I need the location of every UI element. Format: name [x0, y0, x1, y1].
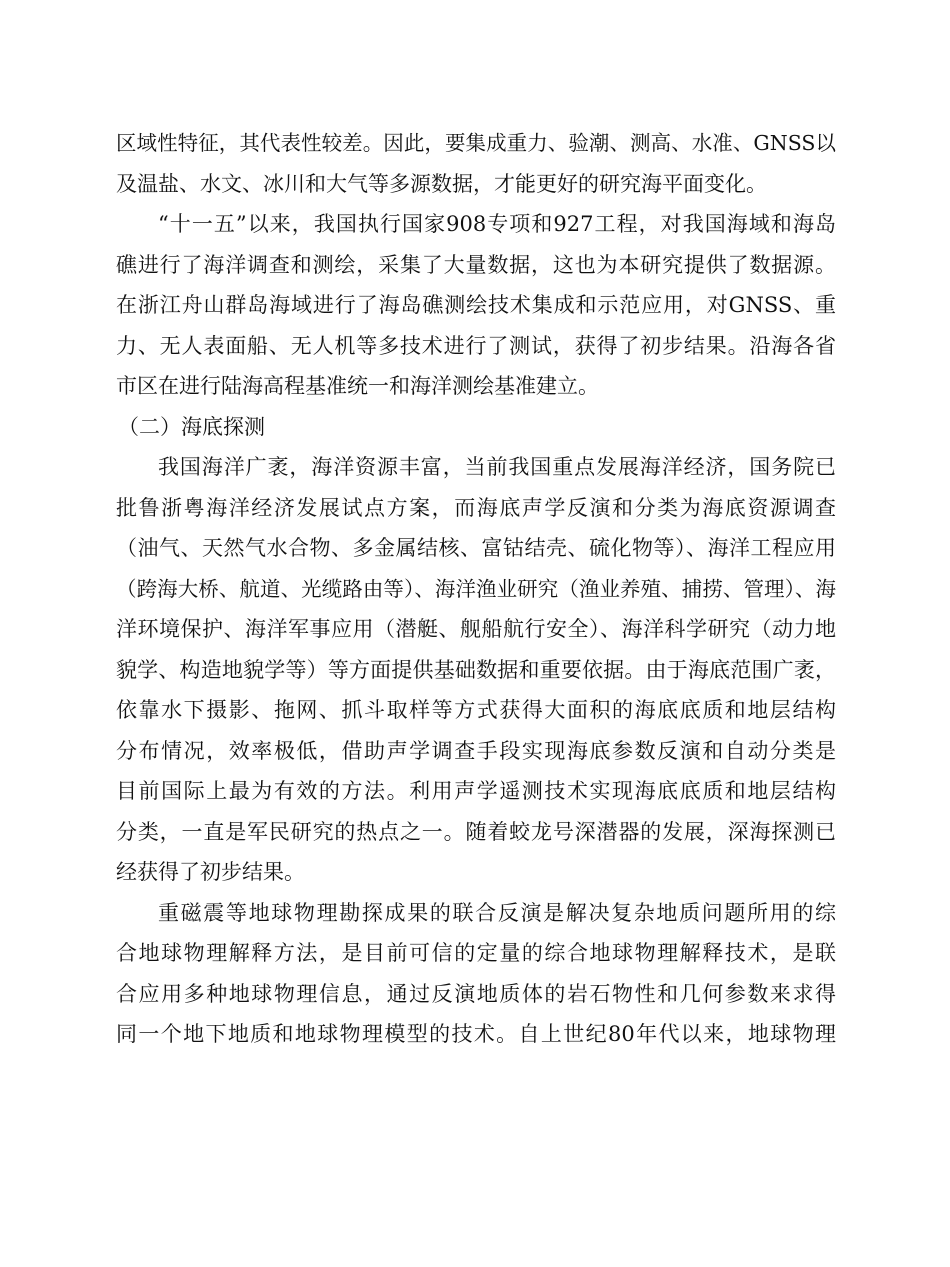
text-line: 貌学、构造地貌学等）等方面提供基础数据和重要依据。由于海底范围广袤， [116, 657, 836, 682]
text-line: 经获得了初步结果。 [116, 860, 305, 884]
text-line: 在浙江舟山群岛海域进行了海岛礁测绘技术集成和示范应用，对GNSS、重 [116, 293, 836, 317]
text-line: 力、无人表面船、无人机等多技术进行了测试，获得了初步结果。沿海各省 [116, 333, 836, 358]
text-line: 合地球物理解释方法，是目前可信的定量的综合地球物理解释技术，是联 [116, 941, 836, 965]
text-line: “十一五”以来，我国执行国家908专项和927工程，对我国海域和海岛 [158, 212, 836, 236]
text-line: 目前国际上最为有效的方法。利用声学遥测技术实现海底底质和地层结构 [116, 779, 836, 803]
text-line: 市区在进行陆海高程基准统一和海洋测绘基准建立。 [116, 374, 599, 398]
text-line: 同一个地下地质和地球物理模型的技术。自上世纪80年代以来，地球物理 [116, 1022, 836, 1046]
text-line: 礁进行了海洋调查和测绘，采集了大量数据，这也为本研究提供了数据源。 [116, 252, 836, 277]
text-line: 批鲁浙粤海洋经济发展试点方案，而海底声学反演和分类为海底资源调查 [116, 495, 836, 520]
text-line: 区域性特征，其代表性较差。因此，要集成重力、验潮、测高、水准、GNSS以 [116, 131, 836, 155]
text-line: 依靠水下摄影、拖网、抓斗取样等方式获得大面积的海底底质和地层结构 [116, 698, 836, 722]
text-line: （跨海大桥、航道、光缆路由等）、海洋渔业研究（渔业养殖、捕捞、管理）、海 [116, 576, 836, 601]
section-heading: （二）海底探测 [118, 414, 265, 439]
text-line: 合应用多种地球物理信息，通过反演地质体的岩石物性和几何参数来求得 [116, 981, 836, 1006]
text-line: 及温盐、水文、冰川和大气等多源数据，才能更好的研究海平面变化。 [116, 171, 767, 196]
text-line: 分布情况，效率极低，借助声学调查手段实现海底参数反演和自动分类是 [116, 738, 836, 763]
text-line: 重磁震等地球物理勘探成果的联合反演是解决复杂地质问题所用的综 [158, 900, 836, 925]
text-line: （油气、天然气水合物、多金属结核、富钴结壳、硫化物等）、海洋工程应用 [116, 536, 836, 560]
text-line: 洋环境保护、海洋军事应用（潜艇、舰船航行安全）、海洋科学研究（动力地 [116, 617, 836, 641]
body-text [116, 123, 836, 1055]
text-line: 我国海洋广袤，海洋资源丰富，当前我国重点发展海洋经济，国务院已 [158, 455, 836, 479]
text-line: 分类，一直是军民研究的热点之一。随着蛟龙号深潜器的发展，深海探测已 [116, 819, 836, 844]
